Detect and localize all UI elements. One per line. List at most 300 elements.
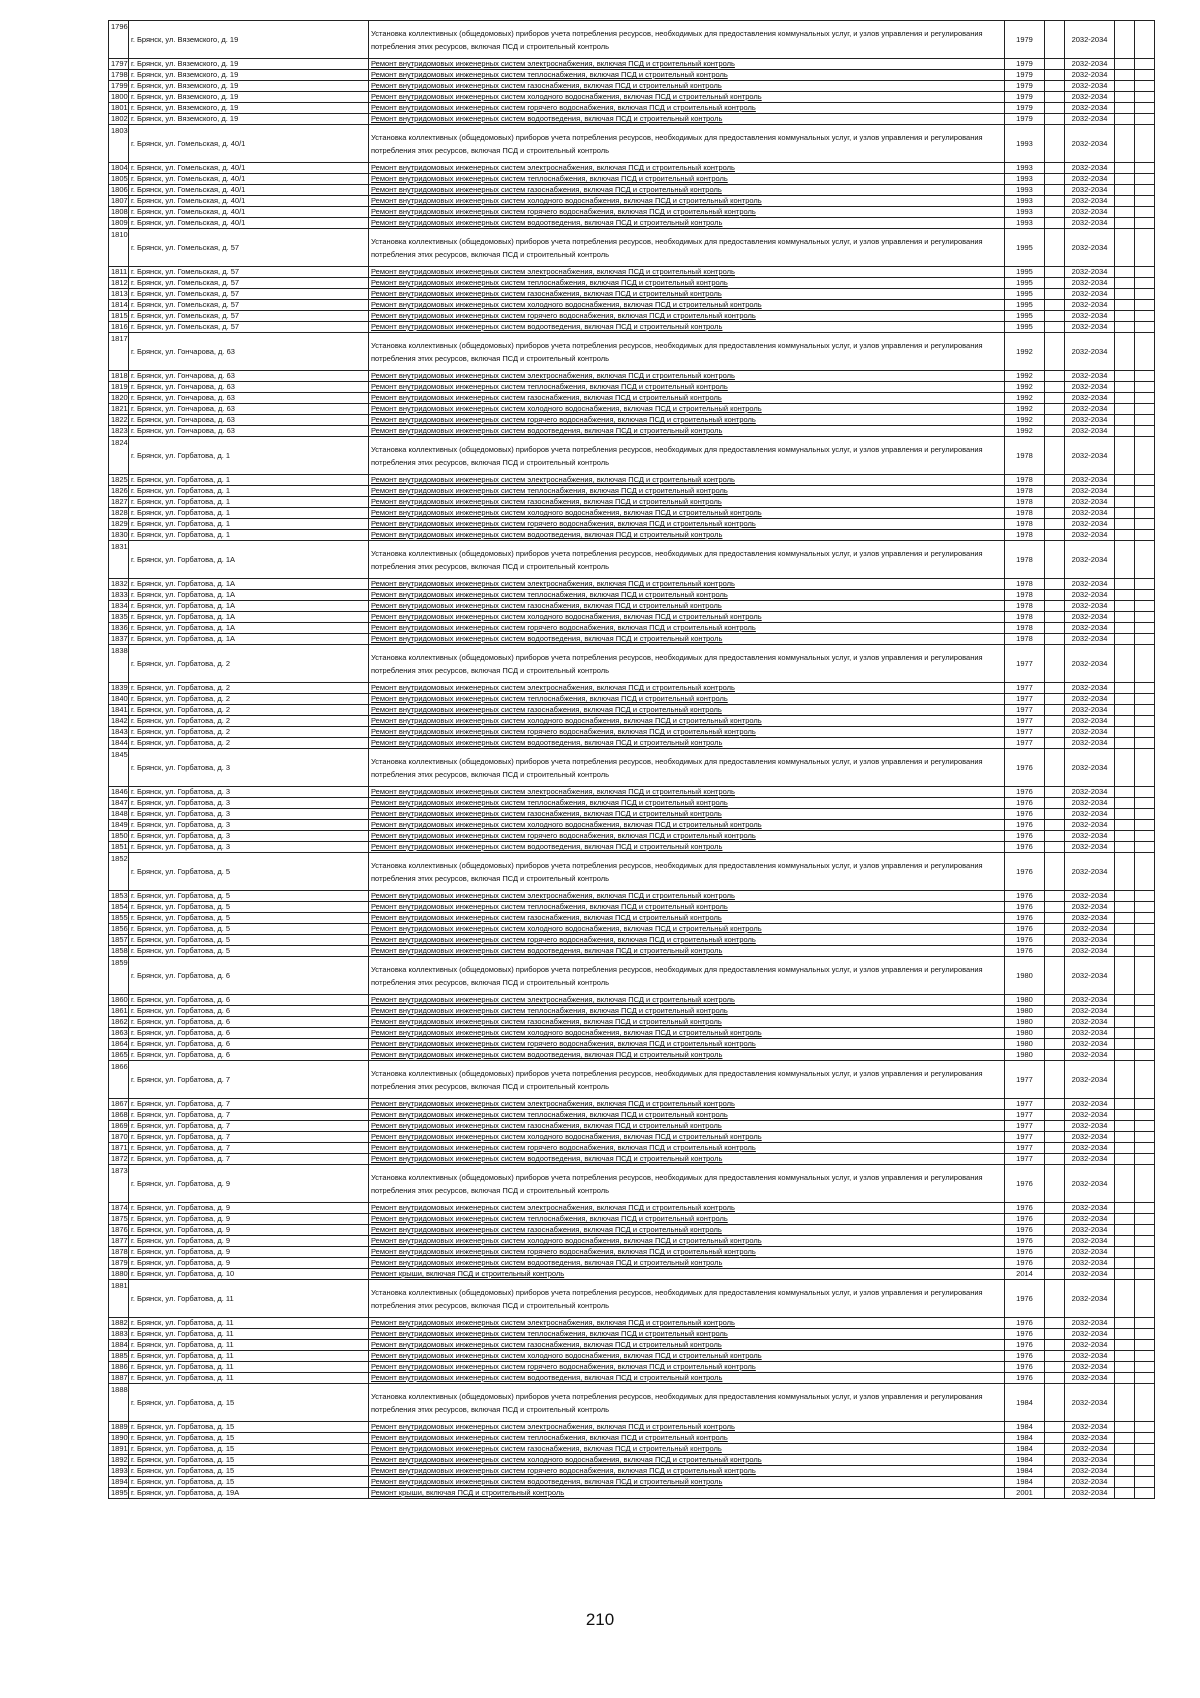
empty-cell [1135, 371, 1155, 382]
commission-year: 1976 [1005, 891, 1045, 902]
commission-year: 1976 [1005, 1258, 1045, 1269]
repair-period: 2032-2034 [1065, 1422, 1115, 1433]
empty-cell [1045, 1247, 1065, 1258]
repair-period: 2032-2034 [1065, 1269, 1115, 1280]
row-number: 1876 [109, 1225, 129, 1236]
empty-cell [1045, 749, 1065, 787]
row-number: 1803 [109, 125, 129, 163]
address-cell: г. Брянск, ул. Горбатова, д. 15 [129, 1384, 369, 1422]
row-number: 1838 [109, 645, 129, 683]
empty-cell [1045, 278, 1065, 289]
table-row [109, 787, 1155, 798]
empty-cell [1135, 404, 1155, 415]
empty-cell [1135, 426, 1155, 437]
empty-cell [1045, 1143, 1065, 1154]
empty-cell [1115, 486, 1135, 497]
empty-cell [1045, 1225, 1065, 1236]
address-cell: г. Брянск, ул. Горбатова, д. 11 [129, 1280, 369, 1318]
commission-year: 1977 [1005, 1121, 1045, 1132]
address-cell: г. Брянск, ул. Гомельская, д. 57 [129, 229, 369, 267]
empty-cell [1115, 749, 1135, 787]
empty-cell [1135, 946, 1155, 957]
commission-year: 1977 [1005, 1099, 1045, 1110]
repair-period: 2032-2034 [1065, 1258, 1115, 1269]
empty-cell [1135, 1017, 1155, 1028]
repair-period: 2032-2034 [1065, 902, 1115, 913]
commission-year: 1977 [1005, 1154, 1045, 1165]
empty-cell [1115, 1466, 1135, 1477]
address-cell: г. Брянск, ул. Горбатова, д. 6 [129, 1006, 369, 1017]
empty-cell [1115, 1225, 1135, 1236]
row-number: 1842 [109, 716, 129, 727]
empty-cell [1135, 207, 1155, 218]
work-description: Ремонт внутридомовых инженерных систем горячего водоснабжения, включая ПСД и строительный контроль [369, 831, 1005, 842]
empty-cell [1135, 1444, 1155, 1455]
repair-period: 2032-2034 [1065, 103, 1115, 114]
row-number: 1801 [109, 103, 129, 114]
work-description: Ремонт внутридомовых инженерных систем газоснабжения, включая ПСД и строительный контроль [369, 601, 1005, 612]
commission-year: 1979 [1005, 81, 1045, 92]
table-row [109, 1110, 1155, 1121]
table-row [109, 404, 1155, 415]
empty-cell [1115, 1110, 1135, 1121]
empty-cell [1115, 404, 1135, 415]
work-description: Ремонт внутридомовых инженерных систем электроснабжения, включая ПСД и строительный контроль [369, 787, 1005, 798]
address-cell: г. Брянск, ул. Гомельская, д. 40/1 [129, 196, 369, 207]
empty-cell [1045, 125, 1065, 163]
repair-period: 2032-2034 [1065, 738, 1115, 749]
work-description: Ремонт внутридомовых инженерных систем газоснабжения, включая ПСД и строительный контроль [369, 1121, 1005, 1132]
row-number: 1827 [109, 497, 129, 508]
empty-cell [1045, 623, 1065, 634]
work-description: Ремонт внутридомовых инженерных систем горячего водоснабжения, включая ПСД и строительный контроль [369, 103, 1005, 114]
table-row [109, 831, 1155, 842]
work-description: Ремонт внутридомовых инженерных систем электроснабжения, включая ПСД и строительный контроль [369, 371, 1005, 382]
repair-period: 2032-2034 [1065, 787, 1115, 798]
empty-cell [1115, 579, 1135, 590]
row-number: 1809 [109, 218, 129, 229]
work-description: Ремонт внутридомовых инженерных систем теплоснабжения, включая ПСД и строительный контроль [369, 382, 1005, 393]
empty-cell [1135, 1318, 1155, 1329]
empty-cell [1045, 185, 1065, 196]
empty-cell [1115, 70, 1135, 81]
row-number: 1860 [109, 995, 129, 1006]
commission-year: 1978 [1005, 508, 1045, 519]
work-description: Ремонт внутридомовых инженерных систем горячего водоснабжения, включая ПСД и строительный контроль [369, 1039, 1005, 1050]
repair-period: 2032-2034 [1065, 322, 1115, 333]
row-number: 1847 [109, 798, 129, 809]
row-number: 1894 [109, 1477, 129, 1488]
work-description: Ремонт внутридомовых инженерных систем газоснабжения, включая ПСД и строительный контроль [369, 913, 1005, 924]
table-row [109, 103, 1155, 114]
empty-cell [1045, 103, 1065, 114]
address-cell: г. Брянск, ул. Горбатова, д. 15 [129, 1444, 369, 1455]
row-number: 1869 [109, 1121, 129, 1132]
empty-cell [1115, 1340, 1135, 1351]
empty-cell [1135, 1258, 1155, 1269]
row-number: 1887 [109, 1373, 129, 1384]
commission-year: 1976 [1005, 853, 1045, 891]
address-cell: г. Брянск, ул. Гомельская, д. 40/1 [129, 185, 369, 196]
empty-cell [1115, 1132, 1135, 1143]
empty-cell [1115, 196, 1135, 207]
work-description: Ремонт внутридомовых инженерных систем горячего водоснабжения, включая ПСД и строительный контроль [369, 1362, 1005, 1373]
address-cell: г. Брянск, ул. Гомельская, д. 40/1 [129, 163, 369, 174]
table-row [109, 1258, 1155, 1269]
address-cell: г. Брянск, ул. Вяземского, д. 19 [129, 114, 369, 125]
empty-cell [1115, 185, 1135, 196]
empty-cell [1135, 1121, 1155, 1132]
empty-cell [1135, 1362, 1155, 1373]
repair-period: 2032-2034 [1065, 81, 1115, 92]
work-description: Ремонт внутридомовых инженерных систем горячего водоснабжения, включая ПСД и строительный контроль [369, 519, 1005, 530]
address-cell: г. Брянск, ул. Горбатова, д. 10 [129, 1269, 369, 1280]
empty-cell [1115, 902, 1135, 913]
empty-cell [1045, 59, 1065, 70]
table-row [109, 1280, 1155, 1318]
work-description: Ремонт внутридомовых инженерных систем горячего водоснабжения, включая ПСД и строительный контроль [369, 1247, 1005, 1258]
address-cell: г. Брянск, ул. Гомельская, д. 57 [129, 289, 369, 300]
empty-cell [1135, 1269, 1155, 1280]
repair-period: 2032-2034 [1065, 1318, 1115, 1329]
repair-period: 2032-2034 [1065, 278, 1115, 289]
empty-cell [1135, 1247, 1155, 1258]
empty-cell [1045, 404, 1065, 415]
repair-period: 2032-2034 [1065, 497, 1115, 508]
commission-year: 1984 [1005, 1455, 1045, 1466]
commission-year: 1978 [1005, 634, 1045, 645]
empty-cell [1115, 1061, 1135, 1099]
table-row [109, 70, 1155, 81]
address-cell: г. Брянск, ул. Горбатова, д. 3 [129, 831, 369, 842]
repair-period: 2032-2034 [1065, 300, 1115, 311]
empty-cell [1135, 1203, 1155, 1214]
empty-cell [1045, 787, 1065, 798]
commission-year: 1980 [1005, 1039, 1045, 1050]
row-number: 1861 [109, 1006, 129, 1017]
empty-cell [1045, 267, 1065, 278]
empty-cell [1115, 995, 1135, 1006]
repair-period: 2032-2034 [1065, 891, 1115, 902]
empty-cell [1135, 415, 1155, 426]
address-cell: г. Брянск, ул. Гомельская, д. 57 [129, 300, 369, 311]
empty-cell [1115, 1318, 1135, 1329]
empty-cell [1135, 727, 1155, 738]
empty-cell [1045, 541, 1065, 579]
empty-cell [1115, 1247, 1135, 1258]
empty-cell [1135, 1143, 1155, 1154]
row-number: 1891 [109, 1444, 129, 1455]
empty-cell [1045, 519, 1065, 530]
empty-cell [1135, 738, 1155, 749]
row-number: 1863 [109, 1028, 129, 1039]
work-description: Ремонт внутридомовых инженерных систем газоснабжения, включая ПСД и строительный контроль [369, 289, 1005, 300]
empty-cell [1045, 70, 1065, 81]
row-number: 1816 [109, 322, 129, 333]
empty-cell [1115, 891, 1135, 902]
table-row [109, 114, 1155, 125]
work-description: Ремонт внутридомовых инженерных систем водоотведения, включая ПСД и строительный контроль [369, 322, 1005, 333]
empty-cell [1045, 1373, 1065, 1384]
commission-year: 1980 [1005, 1050, 1045, 1061]
table-row [109, 1050, 1155, 1061]
work-description: Ремонт внутридомовых инженерных систем водоотведения, включая ПСД и строительный контроль [369, 738, 1005, 749]
empty-cell [1135, 278, 1155, 289]
row-number: 1884 [109, 1340, 129, 1351]
commission-year: 1977 [1005, 705, 1045, 716]
work-description: Ремонт внутридомовых инженерных систем теплоснабжения, включая ПСД и строительный контроль [369, 70, 1005, 81]
empty-cell [1115, 267, 1135, 278]
table-row [109, 727, 1155, 738]
address-cell: г. Брянск, ул. Горбатова, д. 6 [129, 995, 369, 1006]
repair-period: 2032-2034 [1065, 1214, 1115, 1225]
table-row [109, 809, 1155, 820]
repair-period: 2032-2034 [1065, 683, 1115, 694]
address-cell: г. Брянск, ул. Горбатова, д. 1 [129, 475, 369, 486]
address-cell: г. Брянск, ул. Гончарова, д. 63 [129, 382, 369, 393]
work-description: Ремонт внутридомовых инженерных систем горячего водоснабжения, включая ПСД и строительный контроль [369, 1143, 1005, 1154]
table-row [109, 508, 1155, 519]
empty-cell [1045, 21, 1065, 59]
empty-cell [1115, 218, 1135, 229]
commission-year: 1993 [1005, 218, 1045, 229]
empty-cell [1045, 1422, 1065, 1433]
repair-period: 2032-2034 [1065, 382, 1115, 393]
repair-period: 2032-2034 [1065, 1236, 1115, 1247]
address-cell: г. Брянск, ул. Горбатова, д. 5 [129, 924, 369, 935]
repair-period: 2032-2034 [1065, 579, 1115, 590]
commission-year: 1978 [1005, 475, 1045, 486]
empty-cell [1115, 207, 1135, 218]
work-description: Ремонт внутридомовых инженерных систем водоотведения, включая ПСД и строительный контроль [369, 114, 1005, 125]
commission-year: 1977 [1005, 1061, 1045, 1099]
empty-cell [1045, 311, 1065, 322]
commission-year: 1993 [1005, 207, 1045, 218]
empty-cell [1135, 1110, 1155, 1121]
row-number: 1805 [109, 174, 129, 185]
empty-cell [1115, 853, 1135, 891]
row-number: 1799 [109, 81, 129, 92]
row-number: 1889 [109, 1422, 129, 1433]
empty-cell [1045, 92, 1065, 103]
empty-cell [1115, 1455, 1135, 1466]
address-cell: г. Брянск, ул. Горбатова, д. 7 [129, 1121, 369, 1132]
address-cell: г. Брянск, ул. Горбатова, д. 2 [129, 716, 369, 727]
empty-cell [1135, 1373, 1155, 1384]
work-description: Ремонт внутридомовых инженерных систем холодного водоснабжения, включая ПСД и строительный контроль [369, 716, 1005, 727]
address-cell: г. Брянск, ул. Горбатова, д. 5 [129, 935, 369, 946]
commission-year: 1976 [1005, 935, 1045, 946]
empty-cell [1115, 92, 1135, 103]
row-number: 1858 [109, 946, 129, 957]
address-cell: г. Брянск, ул. Горбатова, д. 15 [129, 1433, 369, 1444]
table-row [109, 1455, 1155, 1466]
table-row [109, 1099, 1155, 1110]
commission-year: 1978 [1005, 541, 1045, 579]
address-cell: г. Брянск, ул. Горбатова, д. 9 [129, 1165, 369, 1203]
address-cell: г. Брянск, ул. Горбатова, д. 5 [129, 913, 369, 924]
address-cell: г. Брянск, ул. Горбатова, д. 7 [129, 1143, 369, 1154]
repair-period: 2032-2034 [1065, 634, 1115, 645]
work-description: Ремонт внутридомовых инженерных систем теплоснабжения, включая ПСД и строительный контроль [369, 1433, 1005, 1444]
commission-year: 1976 [1005, 1236, 1045, 1247]
empty-cell [1135, 311, 1155, 322]
repair-period: 2032-2034 [1065, 957, 1115, 995]
commission-year: 1978 [1005, 486, 1045, 497]
empty-cell [1045, 1269, 1065, 1280]
repair-period: 2032-2034 [1065, 995, 1115, 1006]
row-number: 1811 [109, 267, 129, 278]
work-description: Ремонт внутридомовых инженерных систем холодного водоснабжения, включая ПСД и строительный контроль [369, 1028, 1005, 1039]
empty-cell [1135, 125, 1155, 163]
empty-cell [1045, 1384, 1065, 1422]
work-description: Ремонт внутридомовых инженерных систем газоснабжения, включая ПСД и строительный контроль [369, 705, 1005, 716]
work-description: Ремонт внутридомовых инженерных систем горячего водоснабжения, включая ПСД и строительный контроль [369, 935, 1005, 946]
work-description: Ремонт крыши, включая ПСД и строительный контроль [369, 1269, 1005, 1280]
repair-period: 2032-2034 [1065, 913, 1115, 924]
empty-cell [1115, 913, 1135, 924]
empty-cell [1135, 787, 1155, 798]
empty-cell [1045, 1433, 1065, 1444]
empty-cell [1045, 913, 1065, 924]
empty-cell [1045, 946, 1065, 957]
repair-period: 2032-2034 [1065, 831, 1115, 842]
commission-year: 1978 [1005, 579, 1045, 590]
repair-period: 2032-2034 [1065, 437, 1115, 475]
empty-cell [1045, 716, 1065, 727]
empty-cell [1135, 185, 1155, 196]
table-row [109, 590, 1155, 601]
empty-cell [1135, 530, 1155, 541]
address-cell: г. Брянск, ул. Горбатова, д. 11 [129, 1373, 369, 1384]
empty-cell [1045, 207, 1065, 218]
work-description: Ремонт внутридомовых инженерных систем газоснабжения, включая ПСД и строительный контроль [369, 1340, 1005, 1351]
table-row [109, 749, 1155, 787]
empty-cell [1135, 114, 1155, 125]
row-number: 1890 [109, 1433, 129, 1444]
empty-cell [1115, 820, 1135, 831]
commission-year: 1977 [1005, 645, 1045, 683]
address-cell: г. Брянск, ул. Горбатова, д. 2 [129, 694, 369, 705]
work-description: Ремонт внутридомовых инженерных систем теплоснабжения, включая ПСД и строительный контроль [369, 694, 1005, 705]
table-row [109, 185, 1155, 196]
repair-period: 2032-2034 [1065, 853, 1115, 891]
work-description: Ремонт внутридомовых инженерных систем газоснабжения, включая ПСД и строительный контроль [369, 185, 1005, 196]
row-number: 1844 [109, 738, 129, 749]
table-row [109, 645, 1155, 683]
empty-cell [1045, 820, 1065, 831]
empty-cell [1045, 1444, 1065, 1455]
repair-period: 2032-2034 [1065, 393, 1115, 404]
empty-cell [1135, 1039, 1155, 1050]
row-number: 1820 [109, 393, 129, 404]
empty-cell [1045, 634, 1065, 645]
work-description: Ремонт внутридомовых инженерных систем теплоснабжения, включая ПСД и строительный контроль [369, 174, 1005, 185]
empty-cell [1045, 1466, 1065, 1477]
empty-cell [1115, 1214, 1135, 1225]
commission-year: 1993 [1005, 196, 1045, 207]
empty-cell [1115, 519, 1135, 530]
empty-cell [1115, 81, 1135, 92]
table-row [109, 1433, 1155, 1444]
empty-cell [1115, 1384, 1135, 1422]
commission-year: 1978 [1005, 590, 1045, 601]
table-row [109, 820, 1155, 831]
commission-year: 1980 [1005, 1017, 1045, 1028]
repair-period: 2032-2034 [1065, 1488, 1115, 1499]
commission-year: 1977 [1005, 1143, 1045, 1154]
empty-cell [1115, 590, 1135, 601]
address-cell: г. Брянск, ул. Горбатова, д. 3 [129, 787, 369, 798]
row-number: 1877 [109, 1236, 129, 1247]
row-number: 1862 [109, 1017, 129, 1028]
empty-cell [1045, 1110, 1065, 1121]
address-cell: г. Брянск, ул. Гомельская, д. 40/1 [129, 218, 369, 229]
row-number: 1810 [109, 229, 129, 267]
address-cell: г. Брянск, ул. Гомельская, д. 57 [129, 267, 369, 278]
empty-cell [1135, 382, 1155, 393]
repair-period: 2032-2034 [1065, 59, 1115, 70]
repair-period: 2032-2034 [1065, 924, 1115, 935]
row-number: 1798 [109, 70, 129, 81]
table-row [109, 1132, 1155, 1143]
row-number: 1812 [109, 278, 129, 289]
table-row [109, 612, 1155, 623]
address-cell: г. Брянск, ул. Горбатова, д. 1А [129, 601, 369, 612]
empty-cell [1045, 371, 1065, 382]
capital-repair-table [108, 20, 1155, 1499]
empty-cell [1135, 924, 1155, 935]
empty-cell [1135, 820, 1155, 831]
empty-cell [1115, 289, 1135, 300]
empty-cell [1135, 612, 1155, 623]
commission-year: 1992 [1005, 426, 1045, 437]
work-description: Установка коллективных (общедомовых) приборов учета потребления ресурсов, необходимых для предоставления коммунальных услуг, и узлов управления и регулирования потребления этих ресурсов, включая ПСД и строительный контроль [369, 1280, 1005, 1318]
commission-year: 1978 [1005, 601, 1045, 612]
empty-cell [1045, 486, 1065, 497]
repair-period: 2032-2034 [1065, 705, 1115, 716]
work-description: Ремонт внутридомовых инженерных систем холодного водоснабжения, включая ПСД и строительный контроль [369, 508, 1005, 519]
table-row [109, 125, 1155, 163]
empty-cell [1115, 437, 1135, 475]
row-number: 1883 [109, 1329, 129, 1340]
empty-cell [1045, 1017, 1065, 1028]
address-cell: г. Брянск, ул. Гончарова, д. 63 [129, 371, 369, 382]
repair-period: 2032-2034 [1065, 1455, 1115, 1466]
row-number: 1826 [109, 486, 129, 497]
repair-period: 2032-2034 [1065, 163, 1115, 174]
row-number: 1867 [109, 1099, 129, 1110]
empty-cell [1135, 59, 1155, 70]
repair-period: 2032-2034 [1065, 267, 1115, 278]
row-number: 1824 [109, 437, 129, 475]
table-row [109, 1466, 1155, 1477]
address-cell: г. Брянск, ул. Горбатова, д. 1 [129, 497, 369, 508]
empty-cell [1135, 229, 1155, 267]
empty-cell [1045, 590, 1065, 601]
empty-cell [1135, 995, 1155, 1006]
repair-period: 2032-2034 [1065, 1028, 1115, 1039]
empty-cell [1135, 1351, 1155, 1362]
work-description: Ремонт внутридомовых инженерных систем газоснабжения, включая ПСД и строительный контроль [369, 393, 1005, 404]
row-number: 1879 [109, 1258, 129, 1269]
repair-period: 2032-2034 [1065, 749, 1115, 787]
table-row [109, 924, 1155, 935]
table-row [109, 913, 1155, 924]
address-cell: г. Брянск, ул. Гомельская, д. 57 [129, 278, 369, 289]
row-number: 1823 [109, 426, 129, 437]
commission-year: 1992 [1005, 393, 1045, 404]
